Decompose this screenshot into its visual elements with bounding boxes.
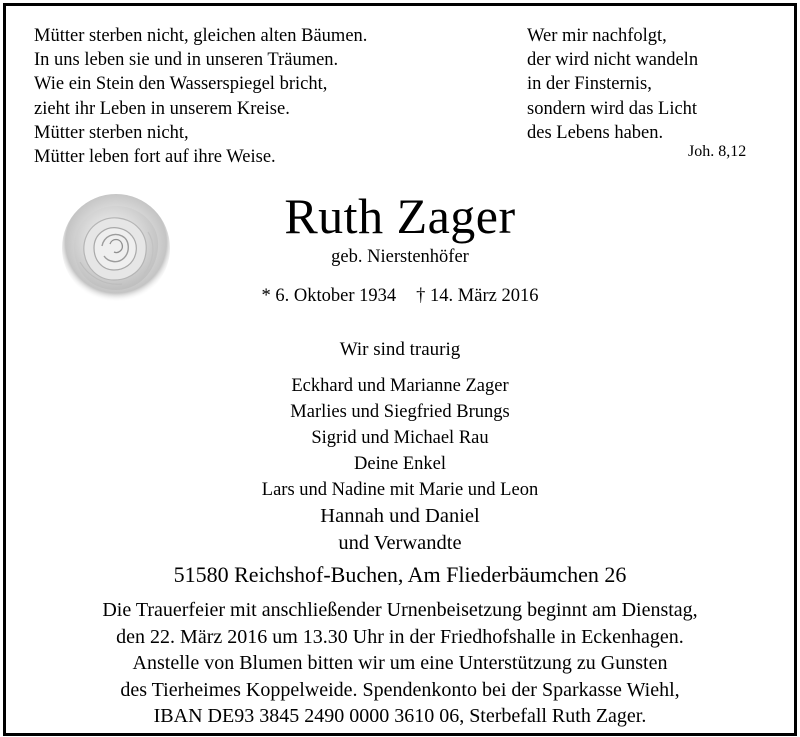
verse-reference: Joh. 8,12 xyxy=(688,143,747,160)
bible-verse-line: Wer mir nachfolgt, xyxy=(527,26,667,46)
birth-date: * 6. Oktober 1934 xyxy=(261,286,397,306)
bible-verse-line: des Lebens haben. xyxy=(527,122,664,143)
poem-left-line: Mütter leben fort auf ihre Weise. xyxy=(34,147,276,168)
notice-line: Die Trauerfeier mit anschließender Urnenbeisetzung beginnt am Dienstag, xyxy=(102,599,698,621)
family-member: Eckhard und Marianne Zager xyxy=(291,376,509,396)
notice-line: den 22. März 2016 um 13.30 Uhr in der Friedhofshalle in Eckenhagen. xyxy=(116,625,684,648)
poem-left-line: Wie ein Stein den Wasserspiegel bricht, xyxy=(34,74,328,95)
poem-left-line: zieht ihr Leben in unserem Kreise. xyxy=(34,98,290,119)
funeral-notice xyxy=(0,597,800,730)
notice-line: des Tierheimes Koppelweide. Spendenkonto bei der Sparkasse Wiehl, xyxy=(120,678,680,701)
bible-verse-line: in der Finsternis, xyxy=(527,74,652,95)
family-member: und Verwandte xyxy=(338,532,462,554)
bible-verse xyxy=(527,24,698,145)
family-member: Hannah und Daniel xyxy=(320,505,480,527)
poem-left-line: Mütter sterben nicht, xyxy=(34,122,189,143)
life-dates xyxy=(0,284,800,308)
poem-left-line: Mütter sterben nicht, gleichen alten Bäumen. xyxy=(34,26,368,46)
notice-line: Anstelle von Blumen bitten wir um eine Unterstützung zu Gunsten xyxy=(132,652,668,674)
family-member: Lars und Nadine mit Marie und Leon xyxy=(261,480,539,500)
poem-left xyxy=(34,24,367,169)
bible-verse-line: der wird nicht wandeln xyxy=(527,50,699,71)
poem-left-line: In uns leben sie und in unseren Träumen. xyxy=(34,50,339,71)
family-member: Sigrid und Michael Rau xyxy=(311,428,489,448)
notice-line: IBAN DE93 3845 2490 0000 3610 06, Sterbefall Ruth Zager. xyxy=(153,705,647,727)
family-list xyxy=(0,373,800,557)
deceased-name: Ruth Zager xyxy=(284,188,516,244)
address: 51580 Reichshof-Buchen, Am Fliederbäumchen 26 xyxy=(173,562,627,587)
birth-name: geb. Nierstenhöfer xyxy=(331,247,469,267)
mourning-line: Wir sind traurig xyxy=(339,339,461,360)
family-member: Marlies und Siegfried Brungs xyxy=(290,402,510,422)
death-date: † 14. März 2016 xyxy=(416,286,539,306)
bible-verse-line: sondern wird das Licht xyxy=(527,98,698,119)
family-member: Deine Enkel xyxy=(354,454,446,474)
